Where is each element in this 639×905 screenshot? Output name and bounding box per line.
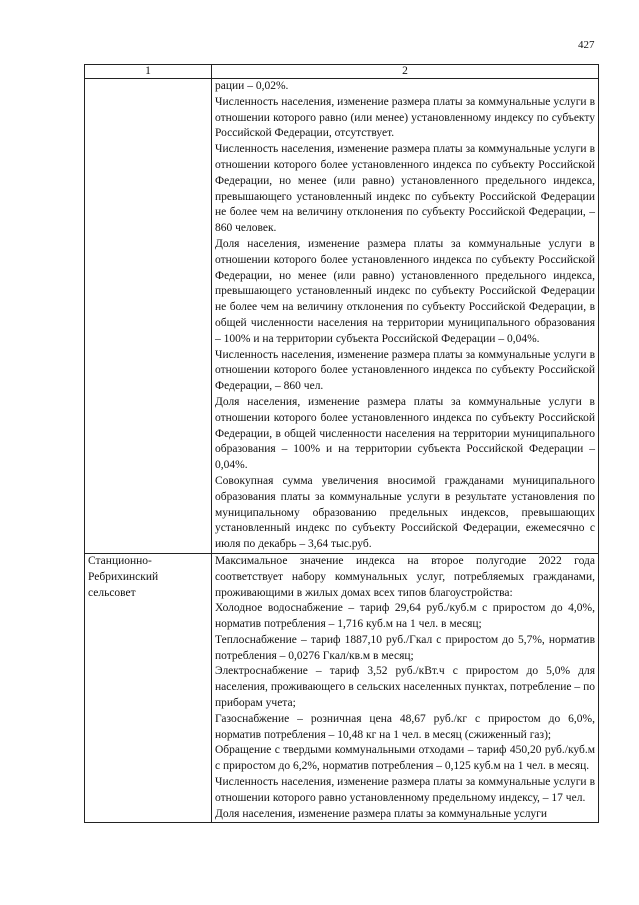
page-number: 427 <box>578 39 595 51</box>
municipality-name: Станционно-Ребрихинский сельсовет <box>88 554 159 599</box>
table-header-row <box>85 65 599 79</box>
document-table <box>84 64 599 823</box>
paragraph: Обращение с твердыми коммунальными отходами – тариф 450,20 руб./куб.м с приростом до 6,2%, норматив потребления – 0,125 куб.м на 1 чел. в месяц. <box>215 744 595 773</box>
paragraph: Совокупная сумма увеличения вносимой гражданами муниципального образования платы за коммунальные услуги в результате установления по муниципальному образованию предельных индексов, превышающих установленный индекс по субъекту Российской Федерации, ежемесячно с июля по декабрь – 3,64 тыс.руб. <box>215 474 595 551</box>
paragraph: Газоснабжение – розничная цена 48,67 руб./кг с приростом до 6,0%, норматив потребления – 10,48 кг на 1 чел. в месяц (сжиженный газ); <box>215 712 595 741</box>
paragraph: Доля населения, изменение размера платы за коммунальные услуги <box>215 807 548 820</box>
paragraph: Доля населения, изменение размера платы за коммунальные услуги в отношении которого более установленного индекса по субъекту Российской Федерации, но менее (или равно) установленного предельного индекса, превышающего установленный индекс по субъекту Российской Федерации не более чем на величину отклонения по субъекту Российской Федерации, в общей численности населения на территории муниципального образования – 100% и на территории субъекта Российской Федерации – 0,04%. <box>215 237 595 345</box>
table-row <box>85 79 599 554</box>
description-cell <box>212 553 599 823</box>
description-cell <box>212 79 599 554</box>
municipality-cell <box>85 553 212 823</box>
column-header-1: 1 <box>85 65 212 79</box>
municipality-cell <box>85 79 212 554</box>
paragraph: Максимальное значение индекса на второе полугодие 2022 года соответствует набору коммунальных услуг, потребляемых гражданами, проживающими в жилых домах всех типов благоустройства: <box>215 554 595 599</box>
table-row <box>85 553 599 823</box>
paragraph: Электроснабжение – тариф 3,52 руб./кВт.ч с приростом до 5,0% для населения, проживающего в сельских населенных пунктах, потребление – по приборам учета; <box>215 665 595 710</box>
paragraph: Доля населения, изменение размера платы за коммунальные услуги в отношении которого более установленного индекса по субъекту Российской Федерации, в общей численности населения на территории муниципального образования – 100% и на территории субъекта Российской Федерации – 0,04%. <box>215 395 595 472</box>
paragraph: Теплоснабжение – тариф 1887,10 руб./Гкал с приростом до 5,7%, норматив потребления – 0,0276 Гкал/кв.м в месяц; <box>215 633 595 662</box>
paragraph: Численность населения, изменение размера платы за коммунальные услуги в отношении которого более установленного индекса по субъекту Российской Федерации, – 860 чел. <box>215 348 595 393</box>
paragraph: Численность населения, изменение размера платы за коммунальные услуги в отношении которого равно установленному предельному индексу, – 17 чел. <box>215 776 595 804</box>
paragraph: рации – 0,02%. <box>215 80 289 92</box>
paragraph: Холодное водоснабжение – тариф 29,64 руб./куб.м с приростом до 4,0%, норматив потребления – 1,716 куб.м на 1 чел. в месяц; <box>215 602 595 631</box>
paragraph: Численность населения, изменение размера платы за коммунальные услуги в отношении которого равно (или менее) установленному индексу по субъекту Российской Федерации, отсутствует. <box>215 95 595 140</box>
paragraph: Численность населения, изменение размера платы за коммунальные услуги в отношении которого более установленного индекса по субъекту Российской Федерации, но менее (или равно) установленного предельного индекса, превышающего установленный индекс по субъекту Российской Федерации не более чем на величину отклонения по субъекту Российской Федерации, – 860 человек. <box>215 143 595 235</box>
column-header-2: 2 <box>212 65 599 79</box>
